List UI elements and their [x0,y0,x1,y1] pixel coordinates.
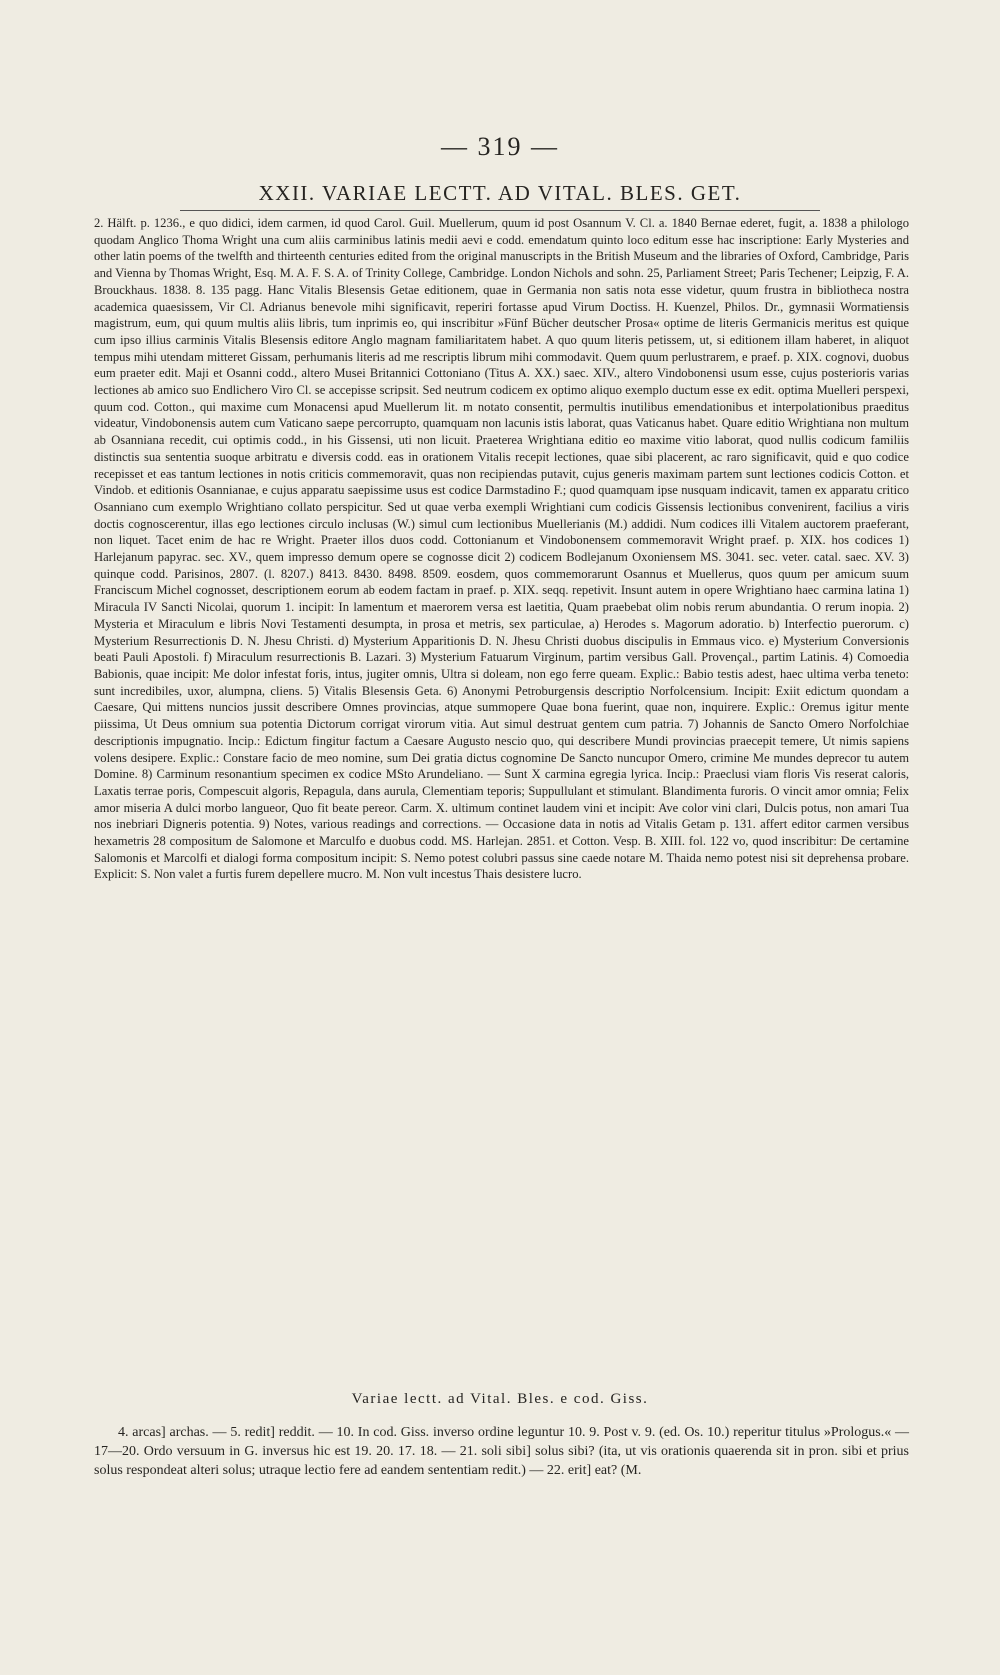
variant-readings-paragraph: 4. arcas] archas. — 5. redit] reddit. — 10. In cod. Giss. inverso ordine leguntur 10. 9. Post v. 9. (ed. Os. 10.) reperitur titulus »Prologus.« — 17—20. Ordo versuum in G. inversus hic est 19. 20. 17. 18. — 21. soli sibi] solus sibi? (ita, ut vis orationis quaerenda sit in pron. sibi et prius solus respondeat alteri solus; utraque lectio fere ad eandem sententiam redit.) — 22. erit] eat? (M. [94,1425,909,1478]
running-head: XXII. VARIAE LECTT. AD VITAL. BLES. GET. [180,181,820,211]
section-heading: Variae lectt. ad Vital. Bles. e cod. Giss. [351,1391,649,1407]
body-text-block [94,215,909,883]
body-paragraph: 2. Hälft. p. 1236., e quo didici, idem carmen, id quod Carol. Guil. Muellerum, quum id post Osannum V. Cl. a. 1840 Bernae ederet, fugit, a. 1838 a philologo quodam Anglico Thoma Wright una cum aliis carminibus latinis medii aevi e codd. emendatum quinto loco editum esse hac inscriptione: Early Mysteries and other latin poems of the twelfth and thirteenth centuries edited from the original manuscripts in the British Museum and the libraries of Oxford, Cambridge, Paris and Vienna by Thomas Wright, Esq. M. A. F. S. A. of Trinity College, Cambridge. London Nichols and sohn. 25, Parliament Street; Paris Techener; Leipzig, F. A. Brouckhaus. 1838. 8. 135 pagg. Hanc Vitalis Blesensis Getae editionem, quae in Germania non satis nota esse videtur, quum frustra in bibliotheca nostra academica quaesissem, Vir Cl. Adrianus benevole mihi significavit, reperiri fortasse apud Virum Doctiss. H. Kuenzel, Philos. Dr., gymnasii Wormatiensis magistrum, eum, qui quum multis aliis libris, tum inprimis eo, qui inscribitur »Fünf Bücher deutscher Prosa« optime de literis Germanicis meritus est quique cum ipso illius carminis Vitalis Blesensis editore Anglo magnam familiaritatem habet. A quo quum literis petissem, ut, si editionem illam haberet, in aliquot tempus mihi utendam mitteret Gissam, perhumanis literis ad me rescriptis librum mihi commodavit. Quem quum perlustrarem, e praef. p. XIX. cognovi, duobus eum praeter edit. Maji et Osanni codd., altero Musei Britannici Cottoniano (Titus A. XX.) saec. XIV., altero Vindobonensi usum esse, cujus posterioris varias lectiones ab amico suo Endlichero Viro Cl. se accepisse scripsit. Sed neutrum codicem ex optimo aliquo exemplo ductum esse ex edit. optima Muelleri perspexi, quum cod. Cotton., qui maxime cum Monacensi apud Muellerum lit. m notato consentit, permultis inutilibus emendationibus et interpolationibus praeditus videatur, Vindobonensis autem cum Vaticano saepe percorrupto, quamquam non lacunis istis laborat, quas Vaticanus habet. Quare editio Wrightiana non multum ab Osanniana recedit, cui optimis codd., in his Gissensi, uti non licuit. Praeterea Wrightiana editio eo maxime vitio laborat, quod nullis codicum familiis distinctis sua sententia suoque arbitratu e diversis codd. eas in orationem Vitalis recepit lectiones, quae sibi placerent, ac raro significavit, quid e quo codice recepisset et eas tantum lectiones in notis criticis commemoravit, quas non recipiendas putavit, cujus generis maximam partem sunt lectiones codicis Cotton. et Vindob. et editionis Osannianae, e cujus apparatu saepissime usus est codice Darmstadino F.; quod quamquam ipse nusquam indicavit, tamen ex apparatu critico Osanniano cum exemplo Wrightiano collato perspicitur. Sed ut quae verba exempli Wrightiani cum codicis Gissensis lectionibus convenirent, facilius a viris doctis cognoscerentur, illas ego lectiones circulo inclusas (W.) simul cum lectionibus Muellerianis (M.) addidi. Num codices illi Vitalem auctorem praeferant, non liquet. Tacet enim de hac re Wright. Praeter illos duos codd. Cottonianum et Vindobonensem commemoravit Wright praef. p. XIX. hos codices 1) Harlejanum papyrac. sec. XV., quem impresso demum opere se cognosse dicit 2) codicem Bodlejanum Oxoniensem MS. 3041. sec. veter. catal. saec. XV. 3) quinque codd. Parisinos, 2807. (l. 8207.) 8413. 8430. 8498. 8509. eosdem, quos commemorarunt Osannus et Muellerus, quos quum per amicum suum Franciscum Michel cognosset, descriptionem eorum ab eodem factam in praef. p. XIX. seqq. repetivit. Insunt autem in opere Wrightiano haec carmina latina 1) Miracula IV Sancti Nicolai, quorum 1. incipit: In lamentum et maerorem versa est laetitia, Quam praebebat olim nobis rerum abundantia. O rerum inopia. 2) Mysteria et Miraculum e libris Novi Testamenti desumpta, in prosa et metris, sex particulae, a) Herodes s. Magorum adoratio. b) Interfectio puerorum. c) Mysterium Resurrectionis D. N. Jhesu Christi. d) Mysterium Apparitionis D. N. Jhesu Christi duobus discipulis in Emmaus vico. e) Mysterium Conversionis beati Pauli Apostoli. f) Miraculum resurrectionis B. Lazari. 3) Mysterium Fatuarum Virginum, partim versibus Gall. Provençal., partim Latinis. 4) Comoedia Babionis, quae incipit: Me dolor infestat foris, intus, jugiter omnis, Ultra si doleam, non ego ferre queam. Explic.: Babio testis adest, haec ultima verba teneto: sunt incredibiles, uxor, alumpna, cliens. 5) Vitalis Blesensis Geta. 6) Anonymi Petroburgensis descriptio Norfolcensium. Incipit: Exiit edictum quondam a Caesare, Qui mittens nuncios jussit describere Omnes provincias, atque summopere Quae bona fuerint, quae non, inquirere. Explic.: Oremus igitur mente piissima, Ut Deus omnium sua potentia Dictorum corrigat virorum vitia. Aut simul destruat gentem cum patria. 7) Johannis de Sancto Omero Norfolchiae descriptionis impugnatio. Incip.: Edictum fingitur factum a Caesare Augusto nescio quo, qui describere Mundi provincias praecepit temere, Ut nimis sapiens volens desipere. Explic.: Constare facio de meo nomine, sum Dei gratia dictus cognomine De Sancto nuncupor Omero, crimine Me mundes deprecor tu autem Domine. 8) Carminum resonantium specimen ex codice MSto Arundeliano. — Sunt X carmina egregia lyrica. Incip.: Praeclusi viam floris Vis reserat caloris, Laxatis terrae poris, Compescuit algoris, Repagula, dans aurula, Clementiam teporis; Suppullulant et stimulant. Blandimenta furoris. O vincit amor omnia; Felix amor miseria A dulci morbo langueor, Quo fit beate pereor. Carm. X. ultimum continet laudem vini et incipit: Ave color vini clari, Dulcis potus, non amari Tua nos inebriari Digneris potentia. 9) Notes, various readings and corrections. — Occasione data in notis ad Vitalis Getam p. 131. affert editor carmen versibus hexametris 28 compositum de Salomone et Marculfo e duobus codd. MS. Harlejan. 2851. et Cotton. Vesp. B. XIII. fol. 122 vo, quod inscribitur: De certamine Salomonis et Marcolfi et dialogi forma compositum incipit: S. Nemo potest colubri passus sine caede notare M. Thaida nemo potest nisi sit deprehensa probare. Explicit: S. Non valet a furtis furem depellere mucro. M. Non vult incestus Thais desistere lucro. [94,216,909,882]
variant-readings-block [94,1423,909,1480]
page-number: — 319 — [441,132,559,161]
